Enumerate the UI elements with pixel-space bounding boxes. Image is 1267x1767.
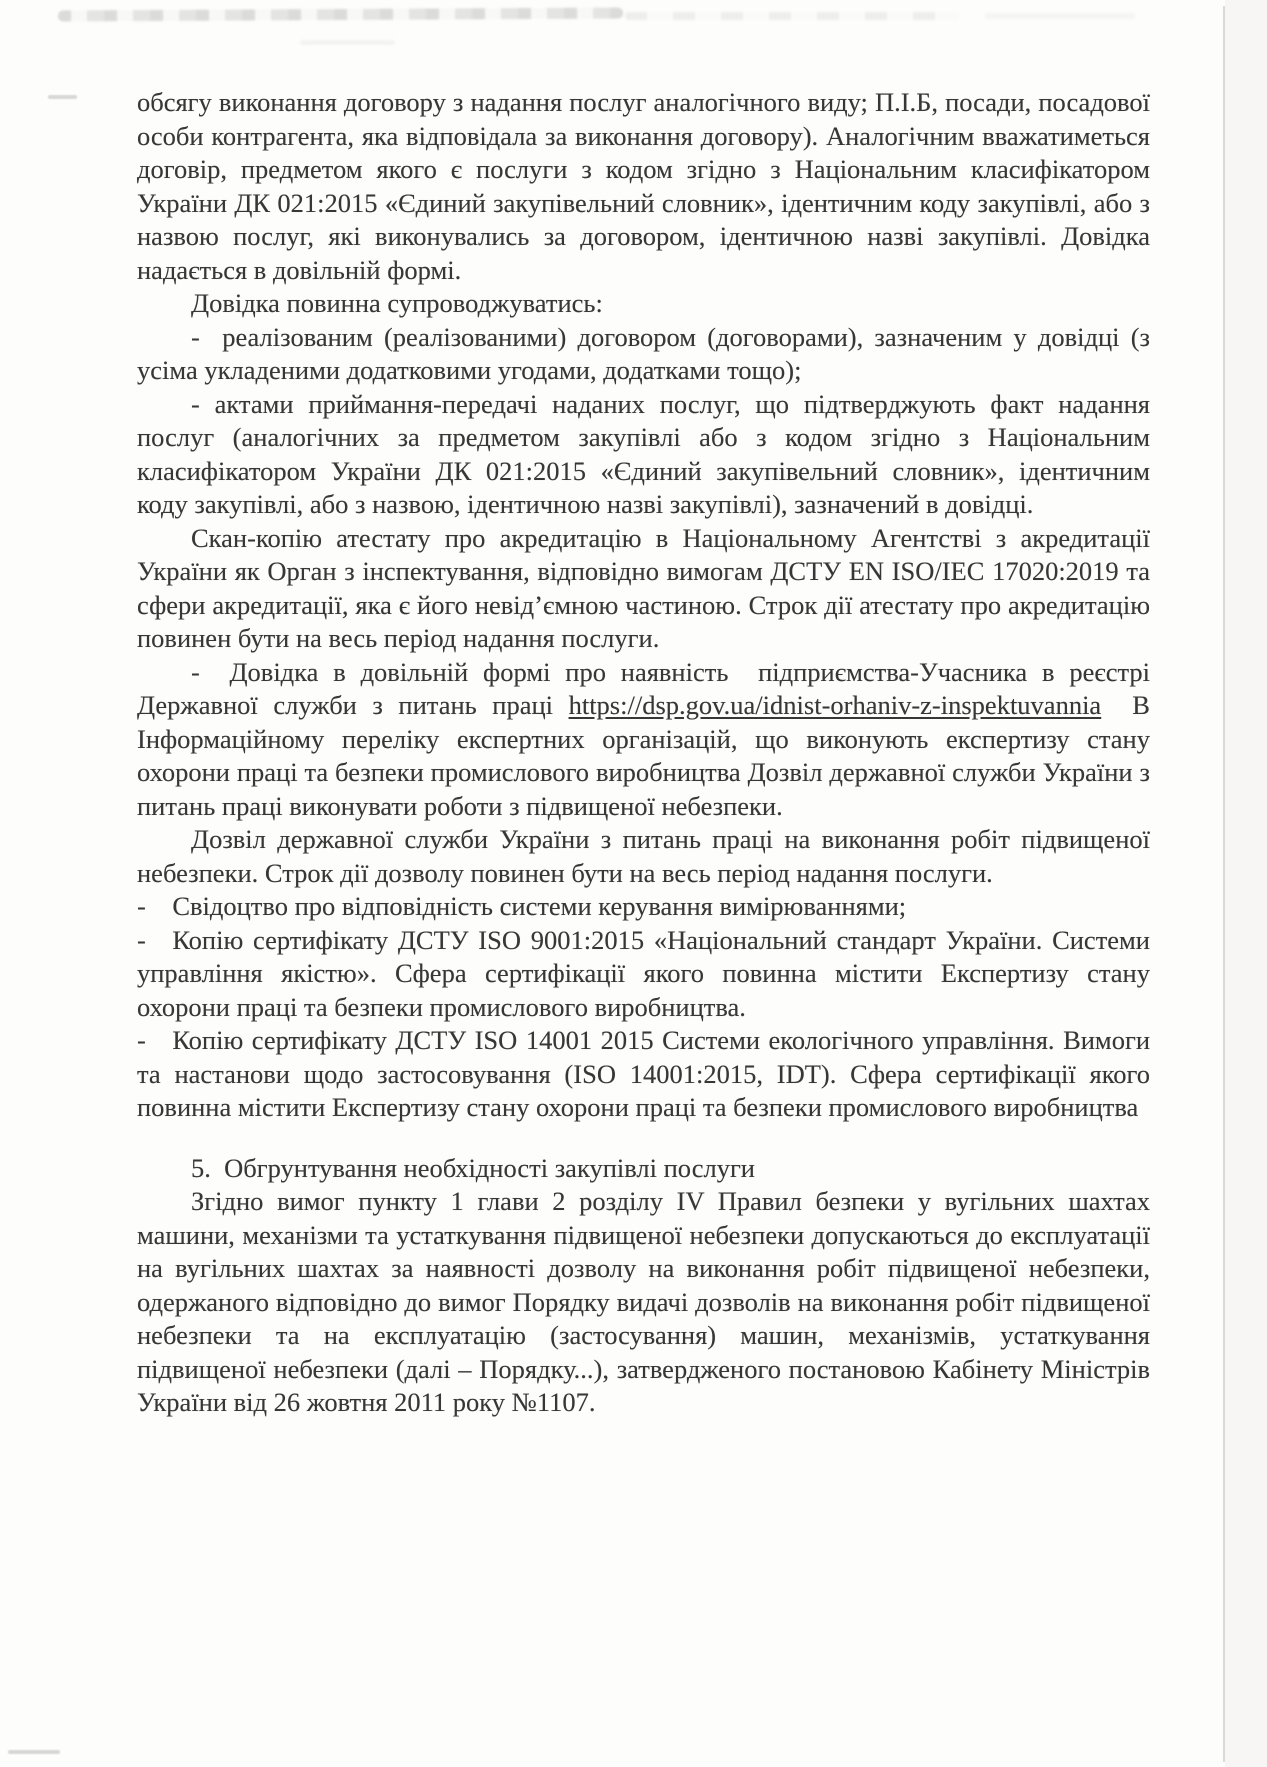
page-edge-line xyxy=(1223,6,1225,1762)
paragraph: - реалізованим (реалізованими) договором (договорами), зазначеним у довідці (з усіма укладеними додатковими угодами, додатками тощо); xyxy=(137,321,1150,385)
scan-smudge-artifact xyxy=(985,13,1135,19)
paragraph: - Копію сертифікату ДСТУ ISO 9001:2015 «Національний стандарт України. Системи управління якістю». Сфера сертифікації якого повинна містити Експертизу стану охорони праці та безпеки промислового виробництва. xyxy=(137,924,1150,1022)
paragraph: Згідно вимог пункту 1 глави 2 розділу IV Правил безпеки у вугільних шахтах машини, механізми та устаткування підвищеної небезпеки допускаються до експлуатації на вугільних шахтах за наявності дозволу на виконання робіт підвищеної небезпеки, одержаного відповідно до вимог Порядку видачі дозволів на виконання робіт підвищеної небезпеки та на експлуатацію (застосування) машин, механізмів, устаткування підвищеної небезпеки (далі – Порядку...), затвердженого постановою Кабінету Міністрів України від 26 жовтня 2011 року №1107. xyxy=(137,1186,1150,1417)
paragraph: - актами приймання-передачі наданих послуг, що підтверджують факт надання послуг (аналогічних за предметом закупівлі або з кодом згідно з Національним класифікатором України ДК 021:2015 «Єдиний закупівельний словник», ідентичним коду закупівлі, або з назвою, ідентичною назві закупівлі), зазначений в довідці. xyxy=(137,388,1150,519)
scan-mark-artifact xyxy=(48,95,77,99)
paragraph xyxy=(137,656,1150,824)
scan-smudge-artifact xyxy=(58,8,623,22)
scan-mark-artifact xyxy=(8,1750,60,1754)
dsp-registry-link[interactable]: https://dsp.gov.ua/idnist-orhaniv-z-inspektuvannia xyxy=(568,690,1102,720)
paragraph: Скан-копію атестату про акредитацію в Національному Агентстві з акредитації України як Орган з інспектування, відповідно вимогам ДСТУ EN ISO/IEC 17020:2019 та сфери акредитації, яка є його невід’ємною частиною. Строк дії атестату про акредитацію повинен бути на весь період надання послуги. xyxy=(137,522,1150,653)
paragraph: обсягу виконання договору з надання послуг аналогічного виду; П.І.Б, посади, посадової особи контрагента, яка відповідала за виконання договору). Аналогічним вважатиметься договір, предметом якого є послуги з кодом згідно з Національним класифікатором України ДК 021:2015 «Єдиний закупівельний словник», ідентичним коду закупівлі, або з назвою послуг, які виконувались за договором, ідентичною назві закупівлі. Довідка надається в довільній формі. xyxy=(137,87,1150,285)
scan-smudge-artifact xyxy=(625,12,960,20)
section-heading: 5. Обгрунтування необхідності закупівлі послуги xyxy=(191,1152,755,1183)
paragraph: Довідка повинна супроводжуватись: xyxy=(191,288,603,318)
paragraph: - Свідоцтво про відповідність системи керування вимірюваннями; xyxy=(137,891,907,921)
document-text-block xyxy=(137,86,1150,1420)
scan-smudge-artifact xyxy=(300,40,395,45)
paragraph: Дозвіл державної служби України з питань праці на виконання робіт підвищеної небезпеки. Строк дії дозволу повинен бути на весь період надання послуги. xyxy=(137,824,1150,888)
page-edge-shadow xyxy=(1225,0,1267,1767)
paragraph-text: В Інформаційному переліку експертних організацій, що виконують експертизу стану охорони праці та безпеки промислового виробництва Дозвіл державної служби України з питань праці виконувати роботи з підвищеної небезпеки. xyxy=(137,690,1150,821)
paragraph-text: - Довідка в довільній формі про наявність підприємства-Учасника в реєстрі Державної служби з питань праці xyxy=(137,656,1150,720)
paragraph: - Копію сертифікату ДСТУ ISO 14001 2015 Системи екологічного управління. Вимоги та настанови щодо застосовування (ISO 14001:2015, IDT). Сфера сертифікації якого повинна містити Експертизу стану охорони праці та безпеки промислового виробництва xyxy=(137,1025,1150,1122)
